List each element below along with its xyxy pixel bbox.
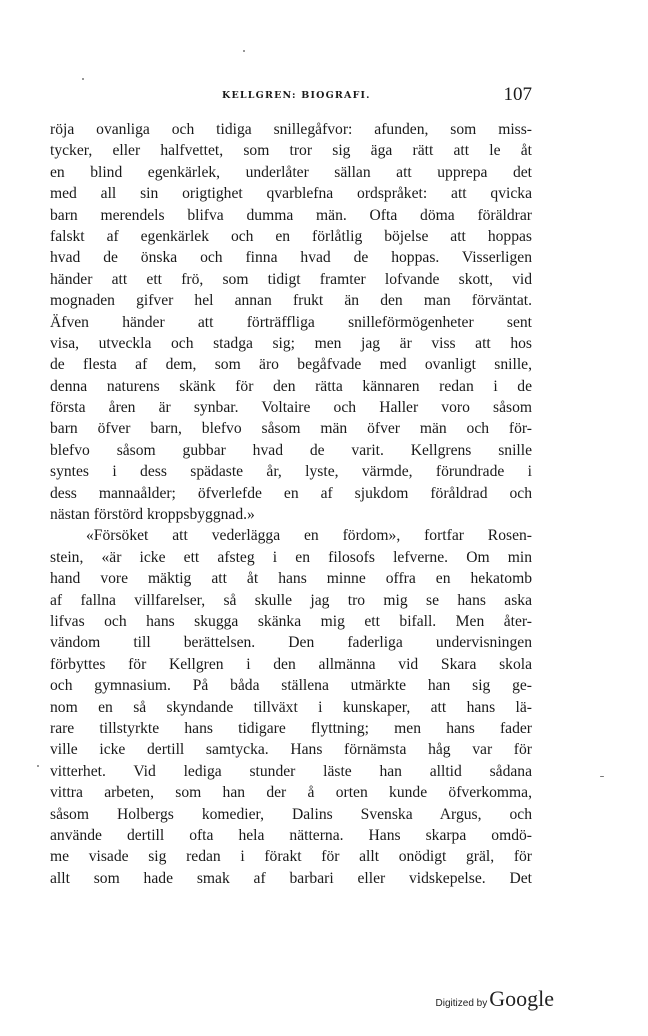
text-line: ville icke dertill samtycka. Hans förnämsta håg var för — [50, 741, 532, 759]
text-line: rare tillstyrkte hans tidigare flyttning; men hans fader — [50, 719, 532, 737]
text-line: hvad de önska och finna hvad de hoppas. Visserligen — [50, 249, 532, 267]
google-logo: Google — [489, 986, 554, 1011]
text-line: mognaden gifver hel annan frukt än den man förväntat. — [50, 292, 532, 310]
text-line: hand vore mäktig att åt hans minne offra en hekatomb — [50, 570, 532, 588]
text-line: händer att ett frö, som tidigt framter lofvande skott, vid — [50, 270, 532, 288]
text-line: röja ovanliga och tidiga snillegåfvor: afunden, som miss- — [50, 121, 532, 138]
watermark-prefix: Digitized by — [435, 998, 488, 1009]
text-line: syntes i dess spädaste år, lyste, värmde, förundrade i — [50, 463, 532, 481]
google-watermark — [436, 986, 554, 1012]
text-line: me visade sig redan i förakt för allt onödigt gräl, för — [50, 848, 532, 866]
text-line: visa, utveckla och stadga sig; men jag är viss att hos — [50, 334, 532, 352]
text-line: allt som hade smak af barbari eller vidskepelse. Det — [50, 869, 532, 887]
text-line: vittra arbeten, som han der å orten kunde öfverkomma, — [50, 784, 532, 802]
text-line: «Försöket att vederlägga en fördom», fortfar Rosen- — [86, 527, 532, 545]
text-line: nästan förstörd kroppsbyggnad.» — [50, 506, 255, 524]
text-line: falskt af egenkärlek och en förlåtlig böjelse att hoppas — [50, 227, 532, 245]
text-line: de flesta af dem, som äro begåfvade med ovanligt snille, — [50, 356, 532, 374]
text-line: en blind egenkärlek, underlåter sällan att upprepa det — [50, 163, 532, 181]
text-line: vändom till berättelsen. Den faderliga undervisningen — [50, 634, 532, 652]
text-line: tycker, eller halfvettet, som tror sig äga rätt att le åt — [50, 142, 532, 160]
text-line: såsom Holbergs komedier, Dalins Svenska Argus, och — [50, 805, 532, 823]
scan-speck — [600, 776, 604, 777]
text-line: af fallna villfarelser, så skulle jag tro mig se hans aska — [50, 591, 532, 609]
text-line: vitterhet. Vid lediga stunder läste han alltid sådana — [50, 762, 532, 780]
page-number: 107 — [503, 84, 532, 105]
text-line: förbyttes för Kellgren i den allmänna vid Skara skola — [50, 655, 532, 673]
text-line: dess mannaålder; öfverlefde en af sjukdom föråldrad och — [50, 484, 532, 502]
page-header — [52, 84, 532, 112]
scan-speck — [243, 50, 245, 52]
text-line: använde dertill ofta hela nätterna. Hans skarpa omdö- — [50, 826, 532, 844]
body-text — [50, 119, 532, 889]
text-line: denna naturens skänk för den rätta kännaren redan i de — [50, 377, 532, 395]
text-line: stein, «är icke ett afsteg i en filosofs lefverne. Om min — [50, 548, 532, 566]
text-line: första åren är synbar. Voltaire och Haller voro såsom — [50, 399, 532, 417]
text-line: Äfven händer att förträffliga snilleförmögenheter sent — [50, 313, 532, 331]
text-line: barn öfver barn, blefvo såsom män öfver män och för- — [50, 420, 532, 438]
text-line: barn merendels blifva dumma män. Ofta döma föräldrar — [50, 206, 532, 224]
scan-speck — [37, 765, 39, 767]
scan-speck — [82, 78, 84, 80]
text-line: blefvo såsom gubbar hvad de varit. Kellgrens snille — [50, 441, 532, 459]
text-line: och gymnasium. På båda ställena utmärkte han sig ge- — [50, 677, 532, 695]
text-line: lifvas och hans skugga skänka mig ett bifall. Men åter- — [50, 612, 532, 630]
running-head: KELLGREN: BIOGRAFI. — [222, 90, 371, 101]
text-line: nom en så skyndande tillväxt i kunskaper, att hans lä- — [50, 698, 532, 716]
text-line: med all sin origtighet qvarblefna ordspråket: att qvicka — [50, 185, 532, 203]
